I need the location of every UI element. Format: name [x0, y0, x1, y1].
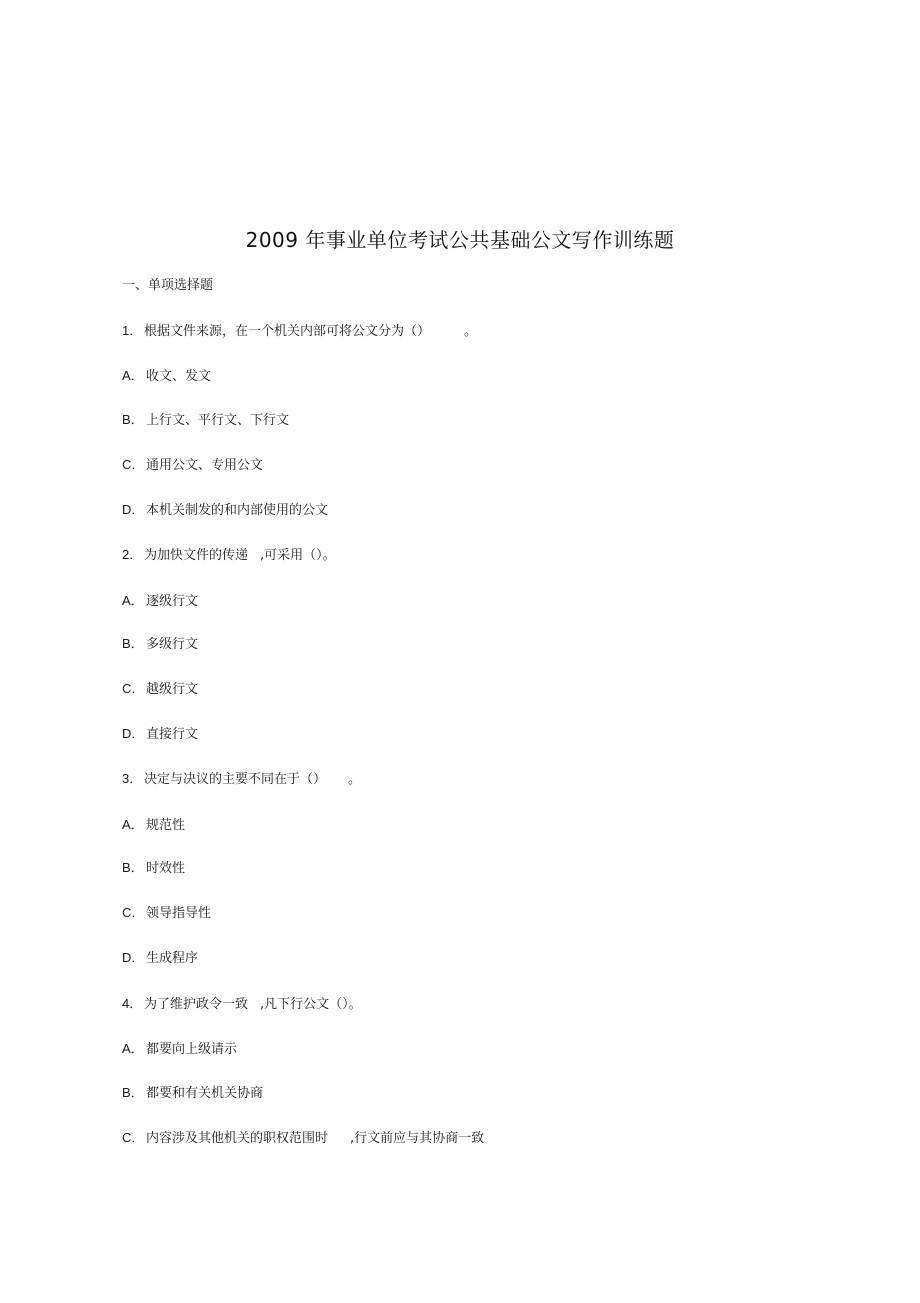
option-2b [122, 634, 198, 655]
option-2a [122, 591, 198, 612]
option-letter: B． [122, 860, 144, 875]
option-4b [122, 1083, 263, 1104]
option-letter: D． [122, 726, 145, 741]
option-1d [122, 500, 328, 521]
option-letter: B． [122, 636, 144, 651]
option-text: 都要和有关机关协商 [146, 1086, 264, 1101]
option-letter: A． [122, 593, 144, 608]
question-stem-end: 。 [464, 324, 478, 339]
question-4 [122, 994, 362, 1015]
option-text: 越级行文 [146, 682, 199, 697]
question-number: 2． [122, 547, 143, 562]
option-letter: D． [122, 502, 145, 517]
option-text: 通用公文、专用公文 [146, 458, 264, 473]
question-number: 3． [122, 771, 143, 786]
option-text-end: ,行文前应与其协商一致 [350, 1131, 485, 1146]
option-letter: B． [122, 1085, 144, 1100]
option-1a [122, 366, 211, 387]
option-2d [122, 724, 198, 745]
option-3d [122, 948, 198, 969]
option-text: 生成程序 [146, 951, 199, 966]
option-3c [122, 903, 211, 924]
option-letter: A． [122, 1041, 144, 1056]
question-stem-end: ,可采用（）。 [260, 548, 336, 563]
option-letter: A． [122, 817, 144, 832]
question-stem-end: ,凡下行公文（）。 [260, 997, 362, 1012]
question-3 [122, 769, 361, 790]
option-text: 多级行文 [146, 637, 199, 652]
option-letter: B． [122, 412, 144, 427]
option-text: 本机关制发的和内部使用的公文 [146, 503, 329, 518]
option-letter: C． [122, 457, 145, 472]
option-text: 内容涉及其他机关的职权范围时 [146, 1131, 329, 1146]
option-letter: D． [122, 950, 145, 965]
option-text: 逐级行文 [146, 594, 199, 609]
question-stem: 为加快文件的传递 [144, 548, 249, 563]
option-letter: A． [122, 368, 144, 383]
section-heading: 一、单项选择题 [122, 278, 214, 293]
option-text: 上行文、平行文、下行文 [146, 413, 290, 428]
option-3a [122, 815, 185, 836]
option-letter: C． [122, 681, 145, 696]
option-text: 直接行文 [146, 727, 199, 742]
option-text: 都要向上级请示 [146, 1042, 238, 1057]
question-stem: 为了维护政令一致 [144, 997, 249, 1012]
option-text: 领导指导性 [146, 906, 212, 921]
question-stem-end: 。 [348, 772, 362, 787]
question-number: 1． [122, 323, 143, 338]
option-3b [122, 858, 185, 879]
option-4a [122, 1039, 237, 1060]
option-letter: C． [122, 905, 145, 920]
option-4c [122, 1128, 484, 1149]
document-title: 2009 年事业单位考试公共基础公文写作训练题 [245, 228, 675, 252]
option-text: 规范性 [146, 818, 186, 833]
question-number: 4． [122, 996, 143, 1011]
option-2c [122, 679, 198, 700]
option-1b [122, 410, 289, 431]
option-text: 收文、发文 [146, 369, 212, 384]
question-stem: 根据文件来源，在一个机关内部可将公文分为（） [144, 324, 431, 339]
question-1 [122, 321, 477, 342]
question-2 [122, 545, 336, 566]
option-1c [122, 455, 263, 476]
option-letter: C． [122, 1130, 145, 1145]
question-stem: 决定与决议的主要不同在于（） [144, 772, 327, 787]
option-text: 时效性 [146, 861, 186, 876]
